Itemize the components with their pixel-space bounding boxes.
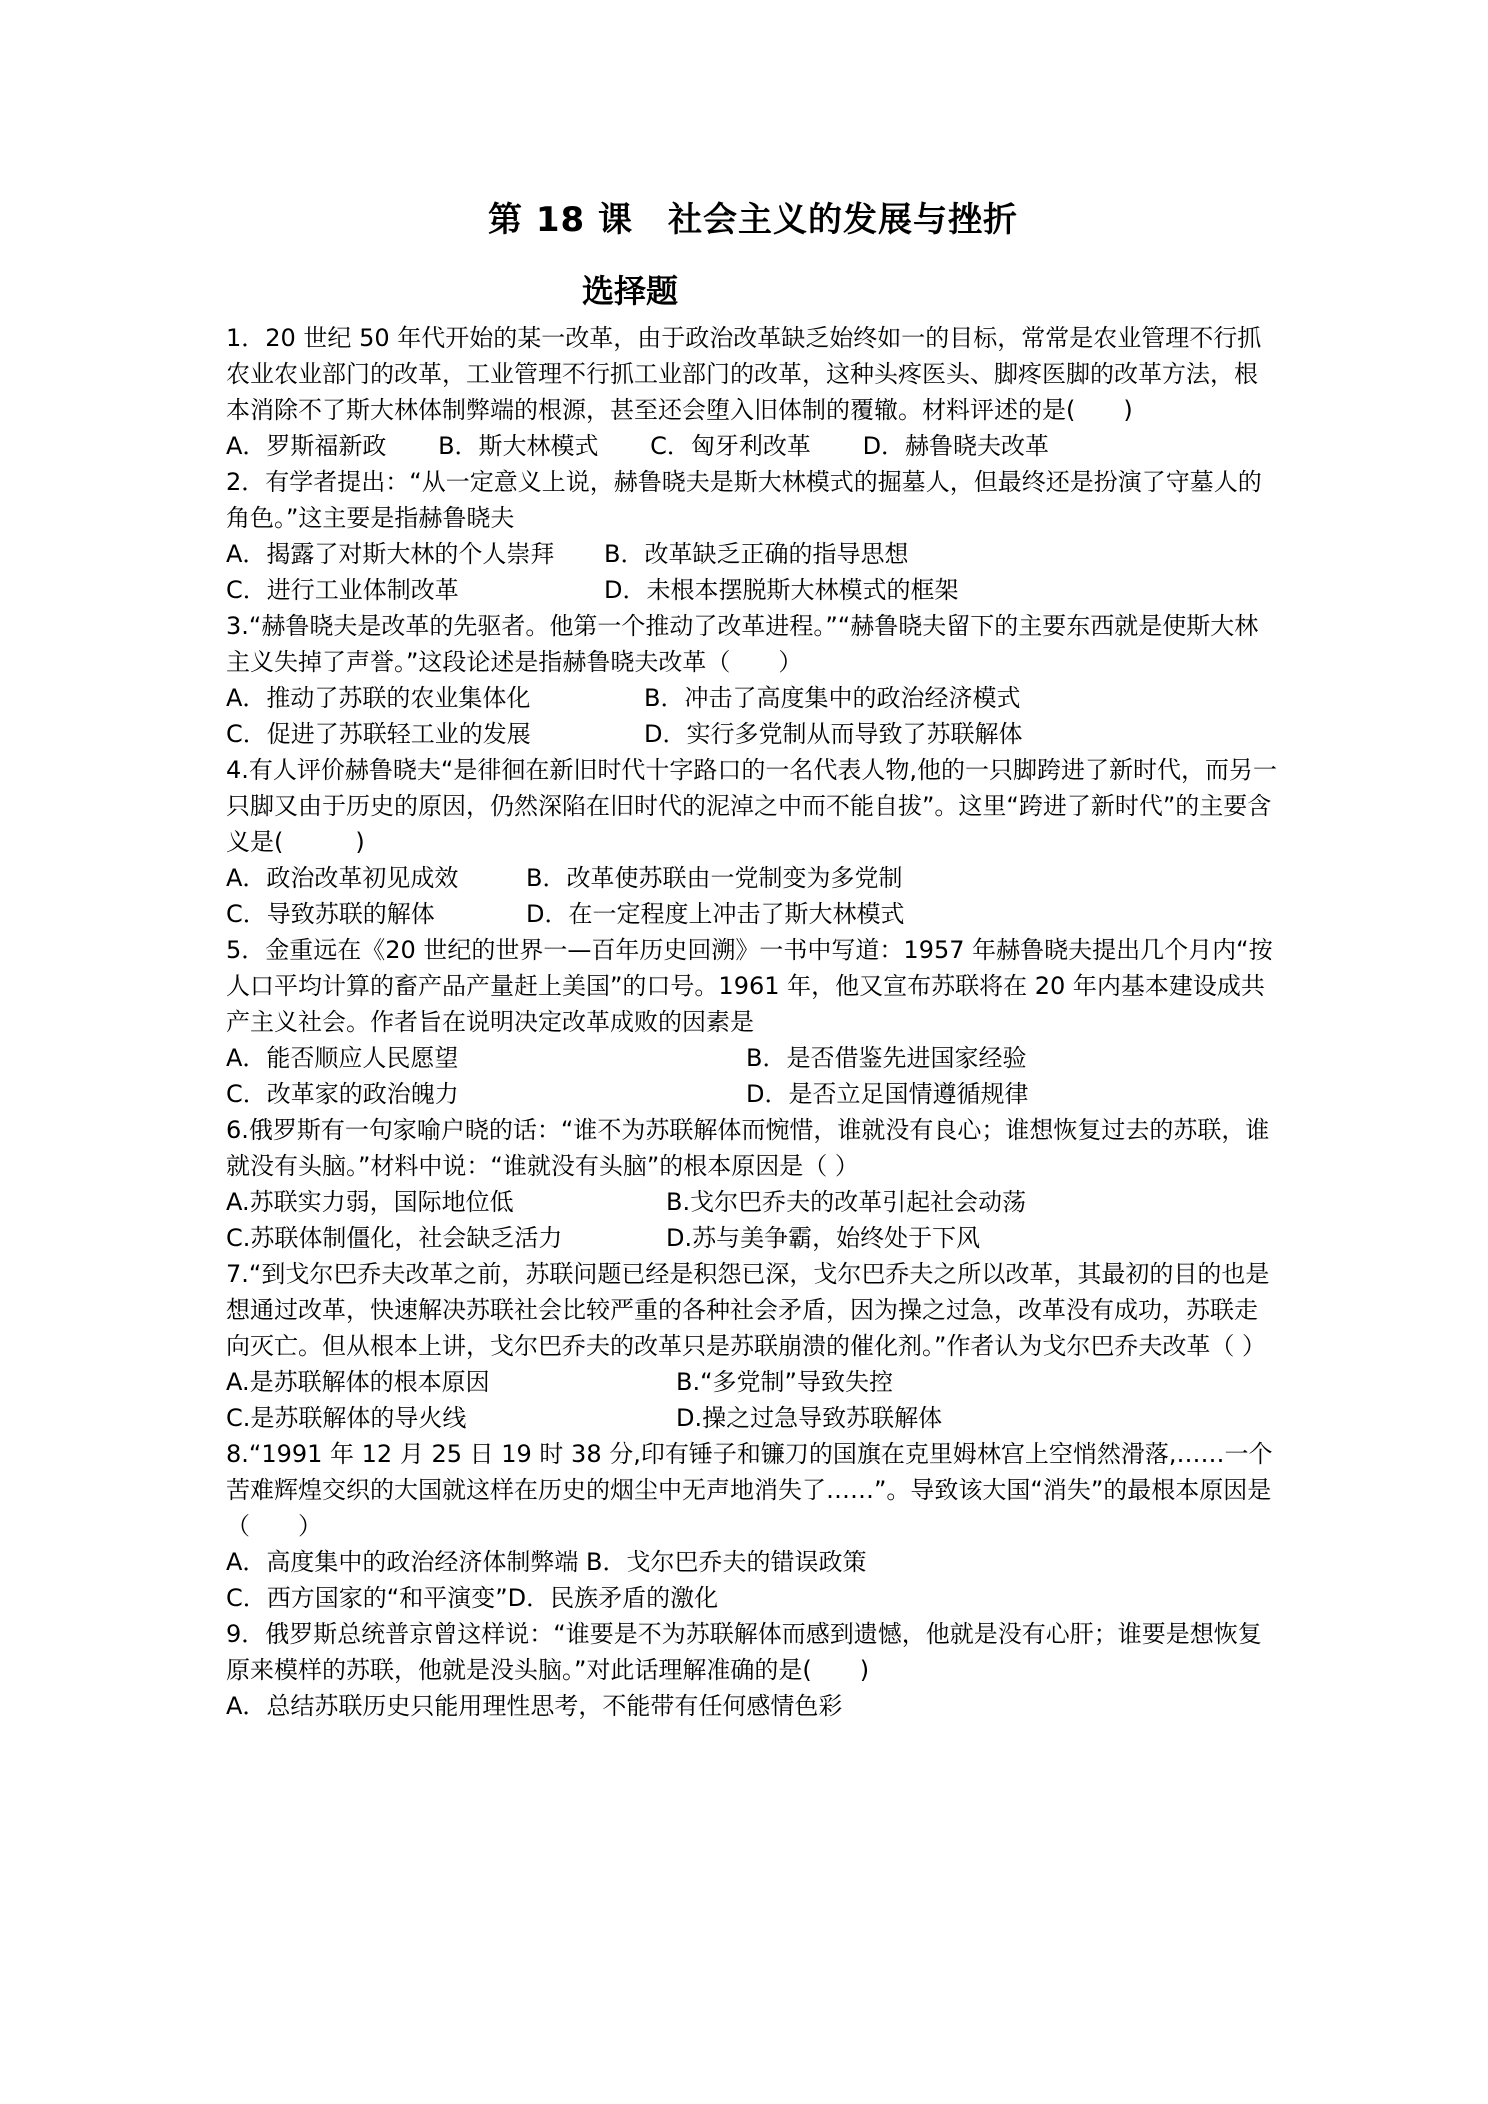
options-list xyxy=(226,1544,1280,1616)
options-grid xyxy=(226,1184,1280,1256)
option-c: C．进行工业体制改革 xyxy=(226,576,459,604)
option-c: C．促进了苏联轻工业的发展 xyxy=(226,720,531,748)
option-d: D.操之过急导致苏联解体 xyxy=(676,1404,943,1432)
option-b: B.“多党制”导致失控 xyxy=(676,1368,893,1396)
options-grid xyxy=(226,680,1280,752)
option-d: D．赫鲁晓夫改革 xyxy=(862,432,1050,460)
options-row xyxy=(226,428,1280,464)
option-a: A．罗斯福新政 xyxy=(226,432,387,460)
question-7 xyxy=(226,1256,1280,1436)
question-stem: 7.“到戈尔巴乔夫改革之前，苏联问题已经是积怨已深，戈尔巴乔夫之所以改革，其最初的目的也是想通过改革，快速解决苏联社会比较严重的各种社会矛盾，因为操之过急，改革没有成功，苏联走向灭亡。但从根本上讲，戈尔巴乔夫的改革只是苏联崩溃的催化剂。”作者认为戈尔巴乔夫改革（ ） xyxy=(226,1260,1270,1360)
question-9 xyxy=(226,1616,1280,1724)
question-stem: 5．金重远在《20 世纪的世界一—百年历史回溯》一书中写道：1957 年赫鲁晓夫提出几个月内“按人口平均计算的畜产品产量赶上美国”的口号。1961 年，他又宣布苏联将在 20 年内基本建设成共产主义社会。作者旨在说明决定改革成败的因素是 xyxy=(226,936,1273,1036)
option-d: D.苏与美争霸，始终处于下风 xyxy=(666,1224,981,1252)
question-4 xyxy=(226,752,1280,932)
section-heading: 选择题 xyxy=(582,272,679,310)
question-5 xyxy=(226,932,1280,1112)
option-b: B.戈尔巴乔夫的改革引起社会动荡 xyxy=(666,1188,1027,1216)
option-c: C.苏联体制僵化，社会缺乏活力 xyxy=(226,1224,563,1252)
option-c: C.是苏联解体的导火线 xyxy=(226,1404,467,1432)
option-a: A．政治改革初见成效 xyxy=(226,864,459,892)
option-a: A．揭露了对斯大林的个人崇拜 xyxy=(226,540,555,568)
option-a: A.是苏联解体的根本原因 xyxy=(226,1368,490,1396)
question-1 xyxy=(226,320,1280,464)
option-b: B．冲击了高度集中的政治经济模式 xyxy=(644,684,1021,712)
option-c: C．匈牙利改革 xyxy=(650,432,811,460)
question-stem: 2．有学者提出：“从一定意义上说，赫鲁晓夫是斯大林模式的掘墓人，但最终还是扮演了守墓人的角色。”这主要是指赫鲁晓夫 xyxy=(226,468,1262,532)
options-grid xyxy=(226,536,1280,608)
options-grid xyxy=(226,1040,1280,1112)
question-stem: 4.有人评价赫鲁晓夫“是徘徊在新旧时代十字路口的一名代表人物,他的一只脚跨进了新时代，而另一只脚又由于历史的原因，仍然深陷在旧时代的泥淖之中而不能自拔”。这里“跨进了新时代”的主要含义是( ) xyxy=(226,756,1277,856)
option-a: A．总结苏联历史只能用理性思考，不能带有任何感情色彩 xyxy=(226,1692,843,1720)
option-b: B．改革使苏联由一党制变为多党制 xyxy=(526,864,903,892)
option-c-d: C．西方国家的“和平演变”D．民族矛盾的激化 xyxy=(226,1584,719,1612)
options-list xyxy=(226,1688,1280,1724)
option-a: A．能否顺应人民愿望 xyxy=(226,1044,459,1072)
lesson-title: 第 18 课 社会主义的发展与挫折 xyxy=(488,200,1018,240)
options-grid xyxy=(226,1364,1280,1436)
options-grid xyxy=(226,860,1280,932)
question-3 xyxy=(226,608,1280,752)
question-stem: 3.“赫鲁晓夫是改革的先驱者。他第一个推动了改革进程。”“赫鲁晓夫留下的主要东西就是使斯大林主义失掉了声誉。”这段论述是指赫鲁晓夫改革（ ） xyxy=(226,612,1259,676)
question-stem: 6.俄罗斯有一句家喻户晓的话：“谁不为苏联解体而惋惜，谁就没有良心；谁想恢复过去的苏联，谁就没有头脑。”材料中说：“谁就没有头脑”的根本原因是（ ） xyxy=(226,1116,1270,1180)
option-a: A.苏联实力弱，国际地位低 xyxy=(226,1188,514,1216)
option-c: C．改革家的政治魄力 xyxy=(226,1080,459,1108)
option-a-b: A．高度集中的政治经济体制弊端 B．戈尔巴乔夫的错误政策 xyxy=(226,1548,867,1576)
option-b: B．改革缺乏正确的指导思想 xyxy=(604,540,909,568)
option-d: D．实行多党制从而导致了苏联解体 xyxy=(644,720,1023,748)
option-d: D．在一定程度上冲击了斯大林模式 xyxy=(526,900,905,928)
question-stem: 9．俄罗斯总统普京曾这样说：“谁要是不为苏联解体而感到遗憾，他就是没有心肝；谁要是想恢复原来模样的苏联，他就是没头脑。”对此话理解准确的是( ) xyxy=(226,1620,1262,1684)
option-a: A．推动了苏联的农业集体化 xyxy=(226,684,531,712)
option-d: D．是否立足国情遵循规律 xyxy=(746,1080,1029,1108)
question-stem: 8.“1991 年 12 月 25 日 19 时 38 分,印有锤子和镰刀的国旗在克里姆林宫上空悄然滑落,……一个苦难辉煌交织的大国就这样在历史的烟尘中无声地消失了……”。导致该大国“消失”的最根本原因是（ ） xyxy=(226,1440,1273,1540)
option-b: B．斯大林模式 xyxy=(438,432,599,460)
question-2 xyxy=(226,464,1280,608)
option-c: C．导致苏联的解体 xyxy=(226,900,435,928)
question-6 xyxy=(226,1112,1280,1256)
option-b: B．是否借鉴先进国家经验 xyxy=(746,1044,1027,1072)
question-stem: 1．20 世纪 50 年代开始的某一改革，由于政治改革缺乏始终如一的目标，常常是农业管理不行抓农业农业部门的改革，工业管理不行抓工业部门的改革，这种头疼医头、脚疼医脚的改革方法，根本消除不了斯大林体制弊端的根源，甚至还会堕入旧体制的覆辙。材料评述的是( ) xyxy=(226,324,1262,424)
question-8 xyxy=(226,1436,1280,1616)
option-d: D．未根本摆脱斯大林模式的框架 xyxy=(604,576,959,604)
